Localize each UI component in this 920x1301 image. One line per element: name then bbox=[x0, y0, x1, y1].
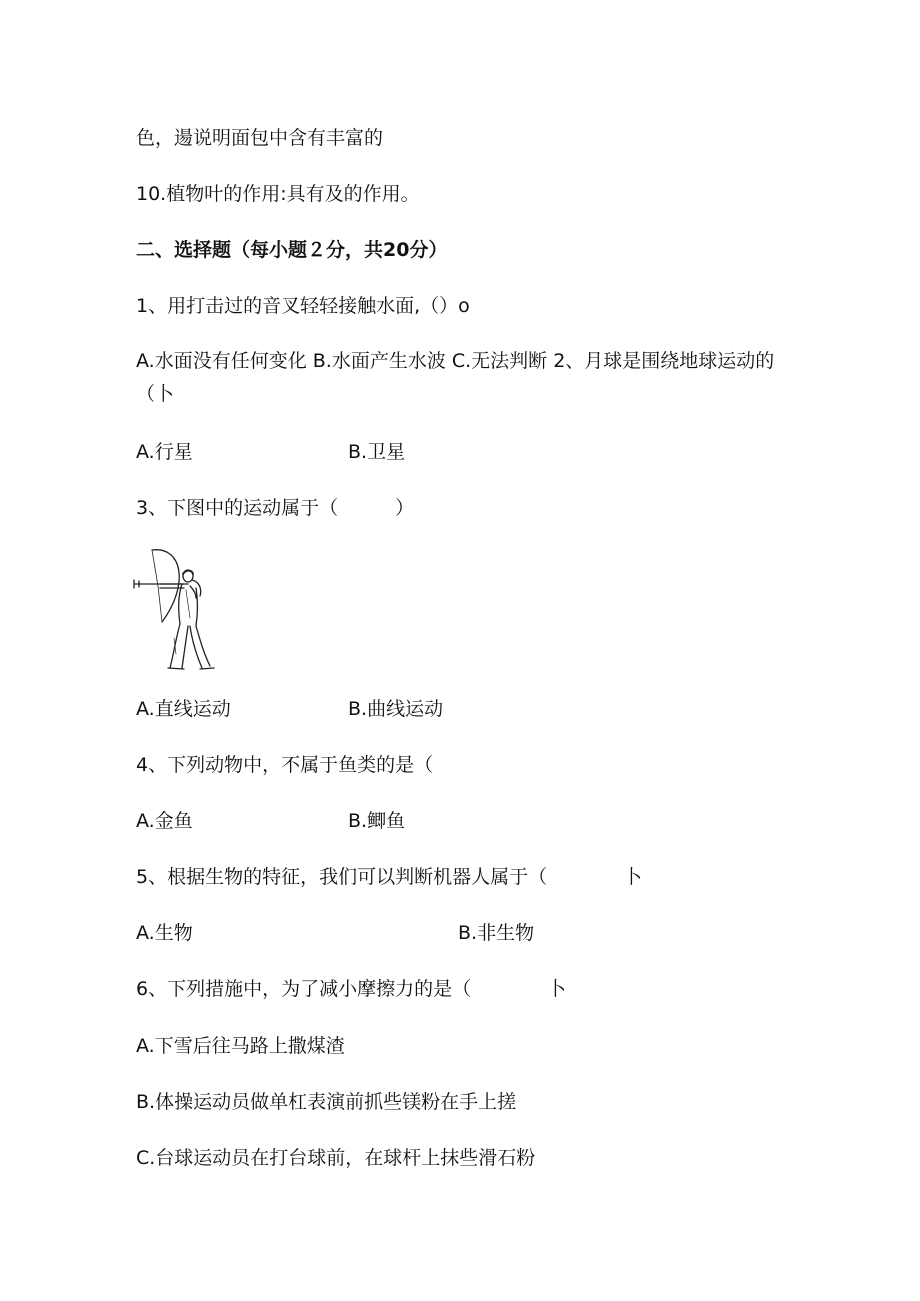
question-5-option-a: A.生物 bbox=[136, 922, 193, 944]
question-3-option-b: B.曲线运动 bbox=[348, 698, 444, 720]
question-4-option-a: A.金鱼 bbox=[136, 810, 193, 832]
question-6-option-a: A.下雪后往马路上撒煤渣 bbox=[136, 1035, 345, 1057]
text-line-1: 色，逿说明面包中含有丰富的 bbox=[136, 127, 384, 149]
question-2-option-b: B.卫星 bbox=[348, 441, 406, 463]
question-2-option-a: A.行星 bbox=[136, 441, 193, 463]
question-4-option-b: B.鲫鱼 bbox=[348, 810, 406, 832]
question-6-option-c: C.台球运动员在打台球前，在球杆上抹些滑石粉 bbox=[136, 1147, 536, 1169]
question-10-text: 10.植物叶的作用:具有及的作用。 bbox=[136, 183, 420, 205]
question-1-text: 1、用打击过的音叉轻轻接触水面,（）o bbox=[136, 295, 470, 317]
question-6-option-b: B.体操运动员做单杠表演前抓些镁粉在手上搓 bbox=[136, 1091, 517, 1113]
question-6-text: 6、下列措施中，为了减小摩擦力的是（ 卜 bbox=[136, 978, 567, 1000]
question-3-option-a: A.直线运动 bbox=[136, 698, 231, 720]
question-3-text: 3、下图中的运动属于（ ） bbox=[136, 497, 415, 519]
question-1-options-and-question-2: A.水面没有任何变化 B.水面产生水波 C.无法判断 2、月球是围绕地球运动的（卜 bbox=[136, 350, 775, 405]
question-5-text: 5、根据生物的特征，我们可以判断机器人属于（ 卜 bbox=[136, 866, 643, 888]
section-title-multiple-choice: 二、选择题（每小题２分，共20分） bbox=[136, 239, 448, 261]
question-5-option-b: B.非生物 bbox=[458, 922, 535, 944]
question-4-text: 4、下列动物中，不属于鱼类的是（ bbox=[136, 754, 434, 776]
archer-drawing-bow-icon bbox=[130, 538, 218, 674]
